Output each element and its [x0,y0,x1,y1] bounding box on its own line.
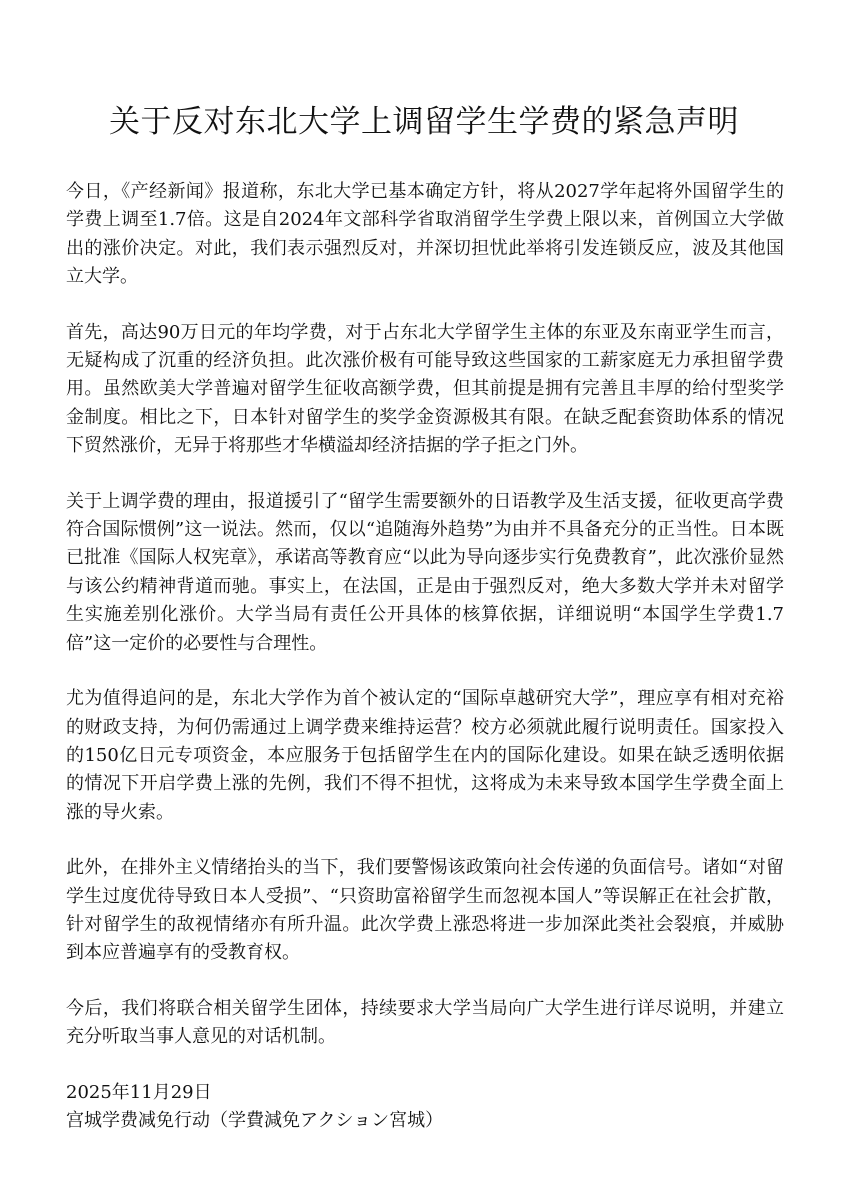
paragraph-5: 此外，在排外主义情绪抬头的当下，我们要警惕该政策向社会传递的负面信号。诸如“对留学生过度优待导致日本人受损”、“只资助富裕留学生而忽视本国人”等误解正在社会扩散，针对留学生的敌视情绪亦有所升温。此次学费上涨恐将进一步加深此类社会裂痕，并威胁到本应普遍享有的受教育权。 [66,857,784,964]
paragraph-4: 尤为值得追问的是，东北大学作为首个被认定的“国际卓越研究大学”，理应享有相对充裕的财政支持，为何仍需通过上调学费来维持运营？校方必须就此履行说明责任。国家投入的150亿日元专项资金，本应服务于包括留学生在内的国际化建设。如果在缺乏透明依据的情况下开启学费上涨的先例，我们不得不担忧，这将成为未来导致本国学生学费全面上涨的导火索。 [66,688,784,823]
document-body [66,178,784,1135]
document-title: 关于反对东北大学上调留学生学费的紧急声明 [109,104,739,140]
paragraph-1: 今日，《产经新闻》报道称，东北大学已基本确定方针，将从2027学年起将外国留学生的学费上调至1.7倍。这是自2024年文部科学省取消留学生学费上限以来，首例国立大学做出的涨价决定。对此，我们表示强烈反对，并深切担忧此举将引发连锁反应，波及其他国立大学。 [66,181,784,288]
paragraph-6: 今后，我们将联合相关留学生团体，持续要求大学当局向广大学生进行详尽说明，并建立充分听取当事人意见的对话机制。 [66,997,784,1048]
paragraph-3: 关于上调学费的理由，报道援引了“留学生需要额外的日语教学及生活支援，征收更高学费符合国际惯例”这一说法。然而，仅以“追随海外趋势”为由并不具备充分的正当性。日本既已批准《国际人权宪章》，承诺高等教育应“以此为导向逐步实行免费教育”，此次涨价显然与该公约精神背道而驰。事实上，在法国，正是由于强烈反对，绝大多数大学并未对留学生实施差别化涨价。大学当局有责任公开具体的核算依据，详细说明“本国学生学费1.7倍”这一定价的必要性与合理性。 [66,490,784,654]
statement-date: 2025年11月29日 [66,1081,212,1103]
paragraph-2: 首先，高达90万日元的年均学费，对于占东北大学留学生主体的东亚及东南亚学生而言，无疑构成了沉重的经济负担。此次涨价极有可能导致这些国家的工薪家庭无力承担留学费用。虽然欧美大学普遍对留学生征收高额学费，但其前提是拥有完善且丰厚的给付型奖学金制度。相比之下，日本针对留学生的奖学金资源极其有限。在缺乏配套资助体系的情况下贸然涨价，无异于将那些才华横溢却经济拮据的学子拒之门外。 [66,321,784,457]
signatory: 宫城学费减免行动（学費減免アクション宮城） [66,1109,444,1131]
